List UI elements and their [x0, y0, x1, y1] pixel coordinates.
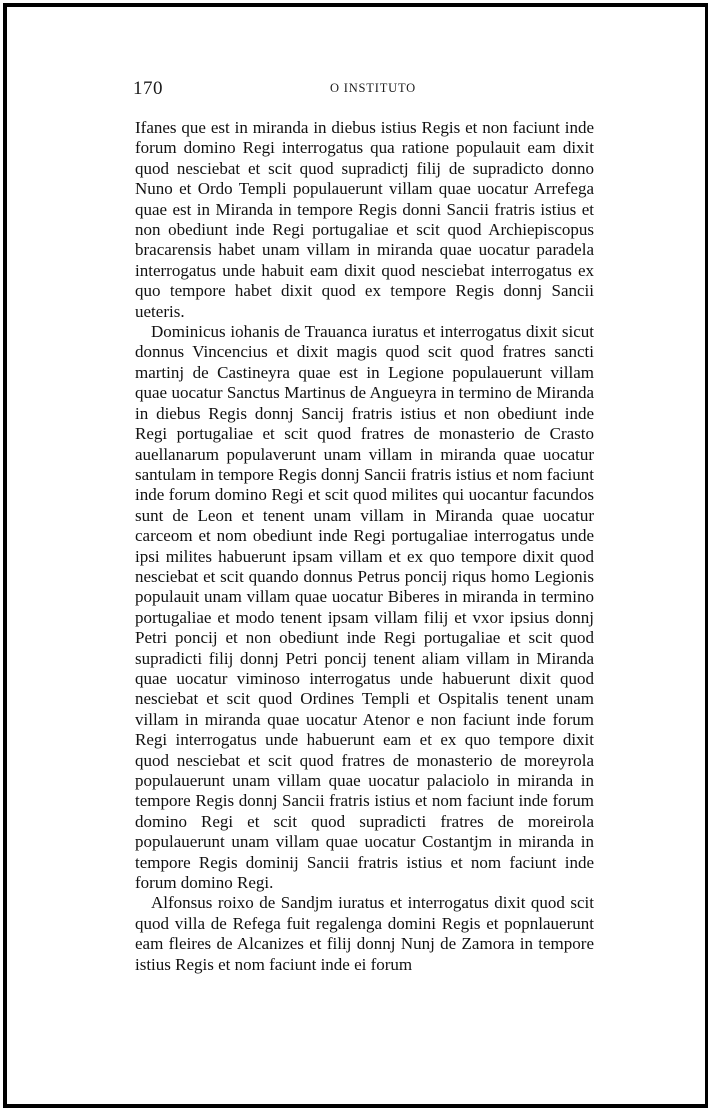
paragraph-2: Dominicus iohanis de Trauanca iuratus et interrogatus dixit sicut donnus Vincencius et dixit magis quod scit quod fratres sancti martinj de Castineyra quae est in Legione populauerunt villam quae uocatur Sanctus Martinus de Angueyra in termino de Miranda in diebus Regis donnj Sancij fratris istius et non obediunt inde Regi portugaliae et scit quod fratres de monasterio de Crasto auellanarum populaverunt unam villam in miranda quae uocatur santulam in tempore Regis donnj Sancii fratris istius et nom faciunt inde forum domino Regi et scit quod milites qui uocantur facundos sunt de Leon et tenent unam villam in Miranda quae uocatur carceom et nom obediunt inde Regi portugaliae interrogatus unde ipsi milites habuerunt ipsam villam et ex quo tempore dixit quod nesciebat et scit quando donnus Petrus poncij riqus homo Legionis populauit unam villam quae uocatur Biberes in miranda in termino portugaliae et modo tenent ipsam villam filij et vxor ipsius donnj Petri poncij et non obediunt inde Regi portugaliae et scit quod supradicti filij donnj Petri poncij tenent aliam villam in Miranda quae uocatur viminoso interrogatus unde habuerunt dixit quod nesciebat et scit quod Ordines Templi et Ospitalis tenent unam villam in miranda quae uocatur Atenor e non faciunt inde forum Regi interrogatus unde habuerunt eam et ex quo tempore dixit quod nesciebat et scit quod fratres de monasterio de moreyrola populauerunt unam villam quae uocatur palaciolo in miranda in tempore Regis donnj Sancii fratris istius et nom faciunt inde forum domino Regi et scit quod supradicti fratres de moreirola populauerunt unam villam quae uocatur Costantjm in miranda in tempore Regis dominij Sancii fratris istius et nom faciunt inde forum domino Regi.: [135, 322, 594, 893]
paragraph-1: Ifanes que est in miranda in diebus istius Regis et non faciunt inde forum domino Regi interrogatus qua ratione populauit eam dixit quod nesciebat et scit quod supradictj filij de supradicto donno Nuno et Ordo Templi populauerunt villam quae uocatur Arrefega quae est in Miranda in tempore Regis donni Sancii fratris istius et non obediunt inde Regi portugaliae et scit quod Archiepiscopus bracarensis habet unam villam in miranda quae uocatur paradela interrogatus unde habuit eam dixit quod nesciebat interrogatus ex quo tempore habet dixit quod ex tempore Regis donnj Sancii ueteris.: [135, 118, 594, 321]
body-text: [135, 118, 594, 975]
running-head: [133, 78, 593, 100]
paragraph-3: Alfonsus roixo de Sandjm iuratus et interrogatus dixit quod scit quod villa de Refega fuit regalenga domini Regis et popnlauerunt eam fleires de Alcanizes et filij donnj Nunj de Zamora in tempore istius Regis et nom faciunt inde ei forum: [135, 893, 594, 974]
page-number: 170: [133, 78, 163, 99]
running-title: O INSTITUTO: [330, 81, 416, 95]
